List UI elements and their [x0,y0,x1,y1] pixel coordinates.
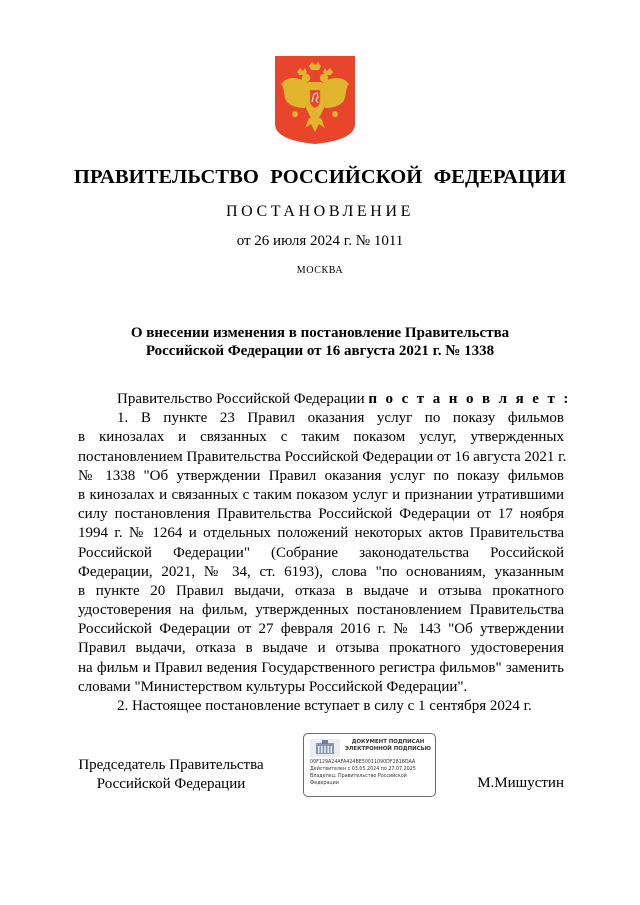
item1-line: № 1338 "Об утверждении Правил оказания услуг по показу фильмов [78,467,564,484]
subject-line: Российской Федерации от 16 августа 2021 г. № 1338 [145,343,495,359]
stamp-validity: Действителен с 03.05.2024 по 27.07.2025 [310,767,416,772]
item1-line: на фильм и Правил ведения Государственного регистра фильмов" заменить [78,659,564,676]
item1-line: постановлением Правительства Российской Федерации от 16 августа 2021 г. [78,448,567,465]
stamp-title-line: ЭЛЕКТРОННОЙ ПОДПИСЬЮ [344,746,432,752]
stamp-details [310,759,434,787]
government-title: ПРАВИТЕЛЬСТВО РОССИЙСКОЙ ФЕДЕРАЦИИ [73,166,567,188]
item1-line: в кинозалах и связанных с таким показом услуг и признании утратившими [78,486,564,503]
item1-line: словами "Министерством культуры Российской Федерации". [78,678,468,695]
item1-line: силу постановления Правительства Российской Федерации от 17 ноября [78,506,564,523]
item1-line: в кинозалах и связанных с таким показом услуг, утвержденных [78,429,564,446]
item2-paragraph: 2. Настоящее постановление вступает в силу с 1 сентября 2024 г. [117,698,532,714]
signer-position [60,756,282,794]
item1-line: Российской Федерации" (Собрание законодательства Российской [78,544,564,561]
item1-line: Российской Федерации от 27 февраля 2016 г. № 143 "Об утверждении [78,621,564,638]
signer-position-line: Российской Федерации [96,776,246,792]
stamp-title [342,739,434,753]
electronic-signature-stamp [303,733,436,797]
document-subject [0,324,640,360]
document-type: ПОСТАНОВЛЕНИЕ [226,203,414,220]
document-date-number: от 26 июля 2024 г. № 1011 [236,233,404,249]
subject-line: О внесении изменения в постановление Правительства [130,325,510,341]
item1-line: в пункте 20 Правил выдачи, отказа в выдаче и отзыва прокатного [78,582,564,599]
item1-line: Правил выдачи, отказа в выдаче и отзыва прокатного удостоверения [78,640,564,657]
item1-line: 1. В пункте 23 Правил оказания услуг по показу фильмов [117,410,564,427]
decree-word: п о с т а н о в л я е т : [368,391,571,407]
intro-text: Правительство Российской Федерации [117,391,369,407]
government-building-icon [310,739,340,757]
stamp-owner-line: Федерации [310,781,339,786]
document-body [78,390,571,716]
item1-line: 1994 г. № 1264 и отдельных положений некоторых актов Правительства [78,525,564,542]
stamp-certificate: 00F129A24AFA424BE50011090DF2816DAA [310,760,416,765]
item1-line: удостоверения на фильм, утвержденных постановлением Правительства [78,602,564,619]
intro-paragraph [78,390,571,409]
item1-line: Федерации, 2021, № 34, ст. 6193), слова "по основаниям, указанным [78,563,564,580]
document-city: МОСКВА [296,265,344,276]
coat-of-arms-emblem [275,56,355,144]
stamp-owner-line: Владелец: Правительство Российской [310,774,407,779]
signer-position-line: Председатель Правительства [78,757,264,773]
signer-name: М.Мишустин [477,775,564,791]
stamp-title-line: ДОКУМЕНТ ПОДПИСАН [351,739,425,745]
